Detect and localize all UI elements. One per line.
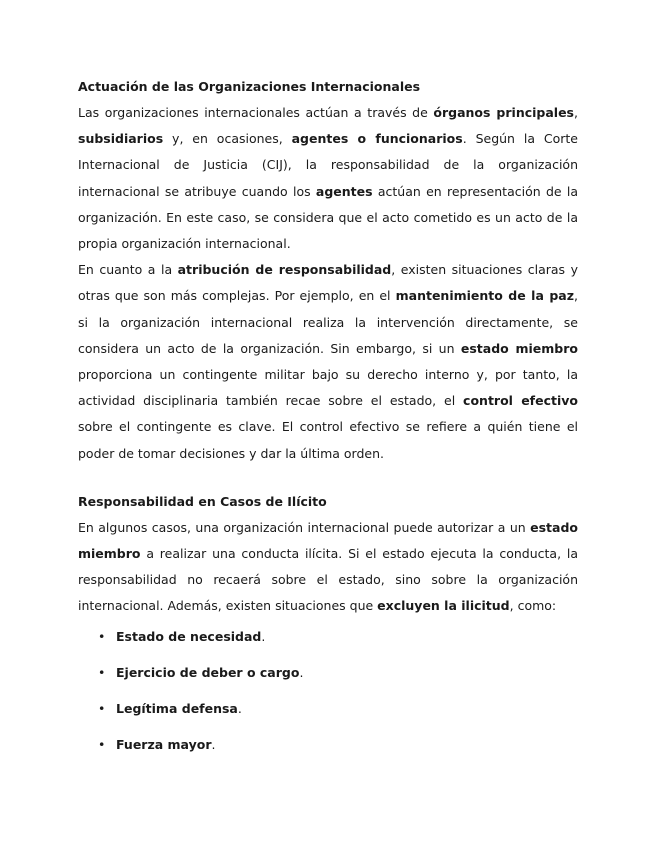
bullet-icon: • <box>98 664 106 680</box>
bold-term: control efectivo <box>463 393 578 409</box>
text-run: a realizar una conducta ilícita. Si el estado ejecuta la conducta, la responsabilidad no recaerá sobre el estado, sino sobre la organización internacional. Además, existen situaciones que <box>78 546 578 614</box>
list-item-term: Fuerza mayor <box>116 736 212 752</box>
text-run: , como: <box>509 598 557 614</box>
list-item: • Fuerza mayor. <box>98 736 216 752</box>
list-item: • Estado de necesidad. <box>98 628 266 644</box>
bold-term: subsidiarios <box>78 131 164 147</box>
paragraph <box>78 100 578 257</box>
text-run: , existen situaciones claras y otras que son más complejas. Por ejemplo, en el <box>78 262 578 304</box>
text-run: y, en ocasiones, <box>163 131 292 147</box>
bold-term: agentes o funcionarios <box>291 131 463 147</box>
section-heading-responsabilidad: Responsabilidad en Casos de Ilícito <box>78 493 327 509</box>
text-run: proporciona un contingente militar bajo su derecho interno y, por tanto, la actividad disciplinaria también recae sobre el estado, el <box>78 367 578 409</box>
text-run: En algunos casos, una organización internacional puede autorizar a un <box>78 519 531 535</box>
paragraph <box>78 515 578 620</box>
list-item-term: Estado de necesidad <box>116 628 262 644</box>
text-run: Las organizaciones internacionales actúan a través de <box>78 105 434 120</box>
bold-term: estado miembro <box>460 340 578 356</box>
bold-term: excluyen la ilicitud <box>377 598 510 614</box>
list-item: • Legítima defensa. <box>98 700 242 716</box>
text-run: actúan en representación de la organización. En este caso, se considera que el acto cometido es un acto de la propia organización internacional. <box>78 183 578 252</box>
bold-term: mantenimiento de la paz <box>395 288 575 304</box>
section-gap <box>78 467 578 493</box>
document-page <box>78 78 578 772</box>
bold-term: estado miembro <box>78 519 578 562</box>
text-run: , si la organización internacional realiza la intervención directamente, se considera un acto de la organización. Sin embargo, si un <box>78 288 578 356</box>
text-run: . Según la Corte Internacional de Justicia (CIJ), la responsabilidad de la organización internacional se atribuye cuando los <box>78 131 578 199</box>
section-heading-actuacion: Actuación de las Organizaciones Internacionales <box>78 79 421 94</box>
bullet-icon: • <box>98 628 106 644</box>
bullet-list <box>78 628 578 754</box>
list-item: • Ejercicio de deber o cargo. <box>98 664 304 680</box>
bullet-icon: • <box>98 700 106 716</box>
paragraph <box>78 257 578 467</box>
text-run: En cuanto a la <box>78 262 178 278</box>
list-item-term: Legítima defensa <box>116 700 238 716</box>
bold-term: agentes <box>315 183 373 199</box>
bold-term: órganos principales <box>433 105 574 120</box>
text-run: , <box>574 105 578 120</box>
bullet-icon: • <box>98 736 106 752</box>
list-item-term: Ejercicio de deber o cargo <box>116 664 300 680</box>
text-run: sobre el contingente es clave. El control efectivo se refiere a quién tiene el poder de tomar decisiones y dar la última orden. <box>78 419 578 461</box>
bold-term: atribución de responsabilidad <box>177 262 392 278</box>
